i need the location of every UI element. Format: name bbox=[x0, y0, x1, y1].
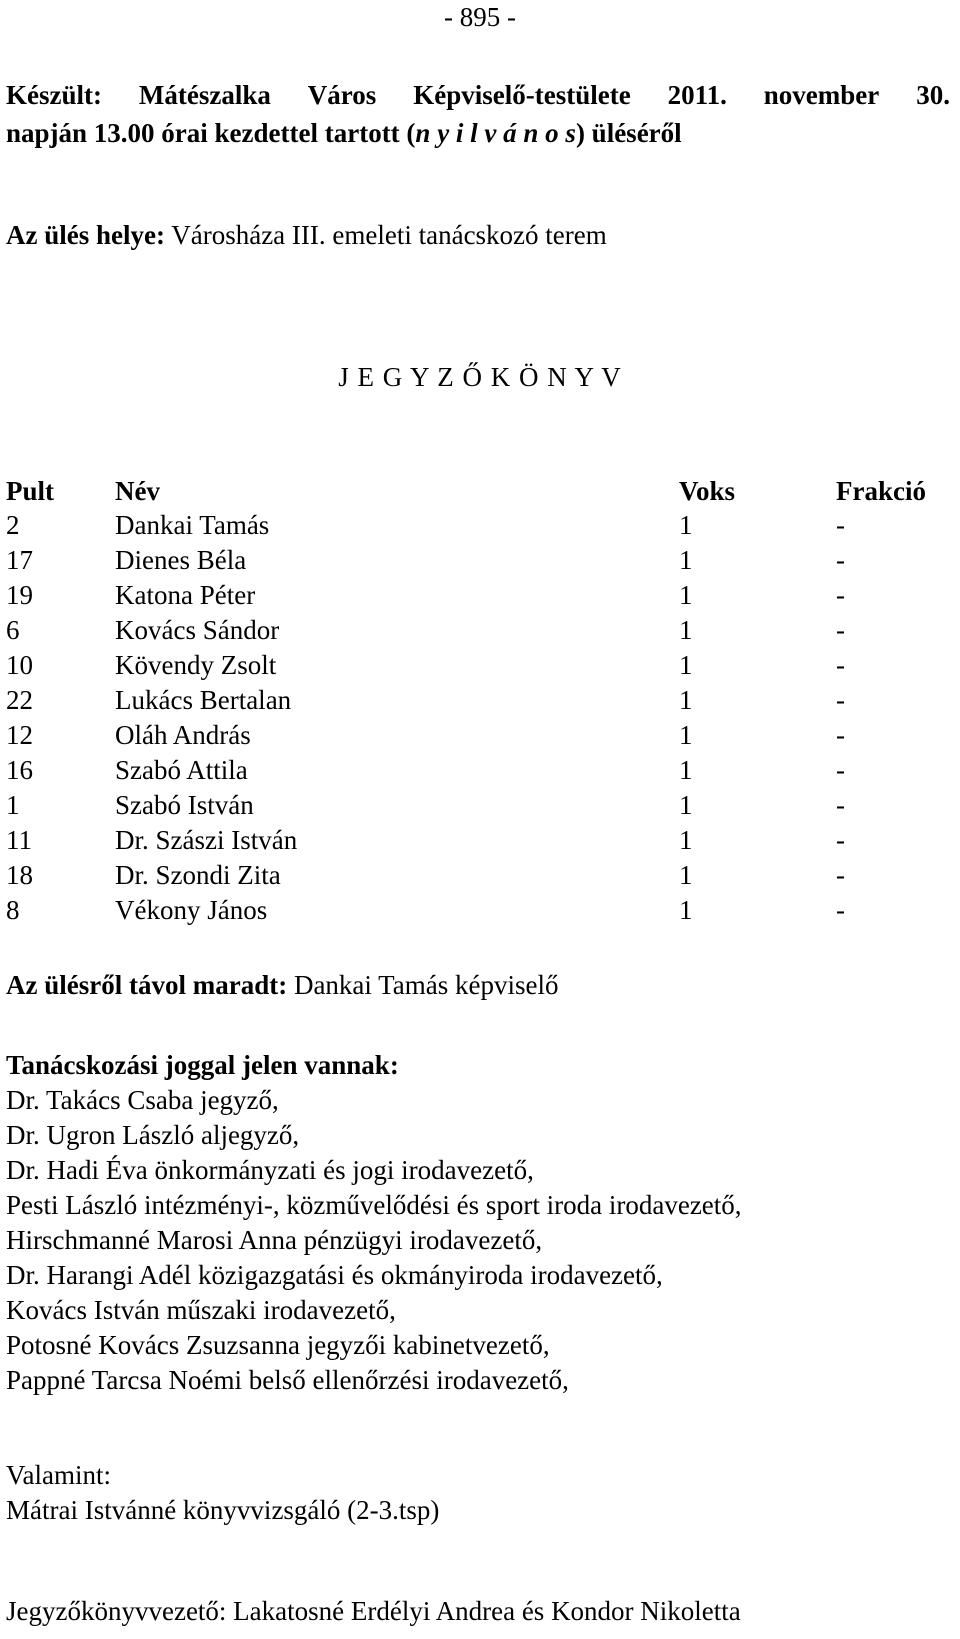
absent-value: Dankai Tamás képviselő bbox=[287, 970, 559, 1000]
cell-nev: Szabó Attila bbox=[115, 755, 248, 785]
header-nev: Név bbox=[115, 476, 160, 506]
list-item: Dr. Harangi Adél közigazgatási és okmányiroda irodavezető, bbox=[6, 1260, 663, 1290]
cell-nev: Szabó István bbox=[115, 790, 254, 820]
cell-frakcio: - bbox=[836, 860, 845, 890]
cell-frakcio: - bbox=[836, 790, 845, 820]
cell-frakcio: - bbox=[836, 615, 845, 645]
cell-voks: 1 bbox=[679, 860, 693, 890]
table-row bbox=[0, 578, 960, 614]
absent-label: Az ülésről távol maradt: bbox=[6, 970, 288, 1000]
cell-frakcio: - bbox=[836, 685, 845, 715]
table-row bbox=[0, 648, 960, 684]
cell-frakcio: - bbox=[836, 720, 845, 750]
cell-voks: 1 bbox=[679, 685, 693, 715]
title-line2-prefix: napján 13.00 órai kezdettel tartott ( bbox=[6, 118, 416, 148]
title-word: Város bbox=[307, 80, 377, 110]
cell-pult: 12 bbox=[6, 720, 33, 750]
document-heading: J E G Y Z Ő K Ö N Y V bbox=[338, 362, 622, 392]
cell-pult: 8 bbox=[6, 895, 20, 925]
advisory-section bbox=[6, 1048, 742, 1398]
table-row bbox=[0, 893, 960, 929]
cell-nev: Kövendy Zsolt bbox=[115, 650, 277, 680]
header-pult: Pult bbox=[6, 476, 55, 506]
cell-voks: 1 bbox=[679, 895, 693, 925]
cell-nev: Dr. Szászi István bbox=[115, 825, 298, 855]
cell-voks: 1 bbox=[679, 650, 693, 680]
cell-pult: 11 bbox=[6, 825, 32, 855]
list-item: Kovács István műszaki irodavezető, bbox=[6, 1295, 396, 1325]
list-item: Dr. Ugron László aljegyző, bbox=[6, 1120, 300, 1150]
location-value: Városháza III. emeleti tanácskozó terem bbox=[164, 220, 607, 250]
title-line2-suffix: ) üléséről bbox=[575, 118, 682, 148]
cell-voks: 1 bbox=[679, 545, 693, 575]
list-item: Pesti László intézményi-, közművelődési és sport iroda irodavezető, bbox=[6, 1190, 742, 1220]
cell-frakcio: - bbox=[836, 895, 845, 925]
table-row bbox=[0, 543, 960, 579]
cell-frakcio: - bbox=[836, 545, 845, 575]
title-word: 2011. bbox=[667, 80, 727, 110]
cell-nev: Oláh András bbox=[115, 720, 251, 750]
cell-voks: 1 bbox=[679, 615, 693, 645]
cell-voks: 1 bbox=[679, 790, 693, 820]
cell-voks: 1 bbox=[679, 580, 693, 610]
title-line2-spaced: n y i l v á n o s bbox=[415, 118, 576, 148]
table-row bbox=[0, 858, 960, 894]
title-word: november bbox=[763, 80, 880, 110]
cell-pult: 2 bbox=[6, 510, 20, 540]
table-header bbox=[0, 474, 960, 510]
cell-pult: 6 bbox=[6, 615, 20, 645]
table-row bbox=[0, 508, 960, 544]
list-item: Pappné Tarcsa Noémi belső ellenőrzési irodavezető, bbox=[6, 1365, 569, 1395]
cell-frakcio: - bbox=[836, 650, 845, 680]
table-row bbox=[0, 613, 960, 649]
cell-nev: Vékony János bbox=[115, 895, 268, 925]
absent-note bbox=[6, 968, 559, 1003]
table-row bbox=[0, 788, 960, 824]
cell-pult: 18 bbox=[6, 860, 33, 890]
cell-voks: 1 bbox=[679, 755, 693, 785]
cell-pult: 16 bbox=[6, 755, 33, 785]
title-line-2 bbox=[6, 114, 956, 152]
cell-nev: Lukács Bertalan bbox=[115, 685, 292, 715]
document-title bbox=[6, 76, 956, 152]
title-line-1 bbox=[6, 76, 950, 114]
cell-nev: Dienes Béla bbox=[115, 545, 247, 575]
table-row bbox=[0, 823, 960, 859]
cell-frakcio: - bbox=[836, 825, 845, 855]
table-row bbox=[0, 718, 960, 754]
cell-pult: 1 bbox=[6, 790, 20, 820]
title-word: 30. bbox=[916, 80, 950, 110]
cell-frakcio: - bbox=[836, 510, 845, 540]
cell-voks: 1 bbox=[679, 510, 693, 540]
title-word: Mátészalka bbox=[138, 80, 271, 110]
cell-frakcio: - bbox=[836, 580, 845, 610]
cell-pult: 17 bbox=[6, 545, 33, 575]
cell-nev: Dr. Szondi Zita bbox=[115, 860, 281, 890]
cell-pult: 10 bbox=[6, 650, 33, 680]
page-number: - 895 - bbox=[444, 2, 516, 32]
cell-voks: 1 bbox=[679, 720, 693, 750]
cell-nev: Dankai Tamás bbox=[115, 510, 270, 540]
header-frakcio: Frakció bbox=[836, 476, 926, 506]
also-section bbox=[6, 1458, 439, 1528]
list-item: Dr. Hadi Éva önkormányzati és jogi irodavezető, bbox=[6, 1155, 534, 1185]
meeting-location bbox=[6, 218, 607, 253]
location-label: Az ülés helye: bbox=[6, 220, 165, 250]
list-item: Mátrai Istvánné könyvvizsgáló (2-3.tsp) bbox=[6, 1495, 440, 1525]
list-item: Dr. Takács Csaba jegyző, bbox=[6, 1085, 279, 1115]
title-word: Képviselő-testülete bbox=[413, 80, 631, 110]
advisory-label: Tanácskozási joggal jelen vannak: bbox=[6, 1050, 399, 1080]
also-label: Valamint: bbox=[6, 1460, 111, 1490]
header-voks: Voks bbox=[679, 476, 736, 506]
cell-pult: 22 bbox=[6, 685, 33, 715]
recorder-line: Jegyzőkönyvvezető: Lakatosné Erdélyi Andrea és Kondor Nikoletta bbox=[6, 1596, 741, 1626]
cell-nev: Katona Péter bbox=[115, 580, 256, 610]
list-item: Potosné Kovács Zsuzsanna jegyzői kabinetvezető, bbox=[6, 1330, 550, 1360]
table-row bbox=[0, 683, 960, 719]
cell-frakcio: - bbox=[836, 755, 845, 785]
cell-pult: 19 bbox=[6, 580, 33, 610]
list-item: Hirschmanné Marosi Anna pénzügyi irodavezető, bbox=[6, 1225, 543, 1255]
table-row bbox=[0, 753, 960, 789]
cell-voks: 1 bbox=[679, 825, 693, 855]
cell-nev: Kovács Sándor bbox=[115, 615, 280, 645]
title-word: Készült: bbox=[6, 80, 102, 110]
